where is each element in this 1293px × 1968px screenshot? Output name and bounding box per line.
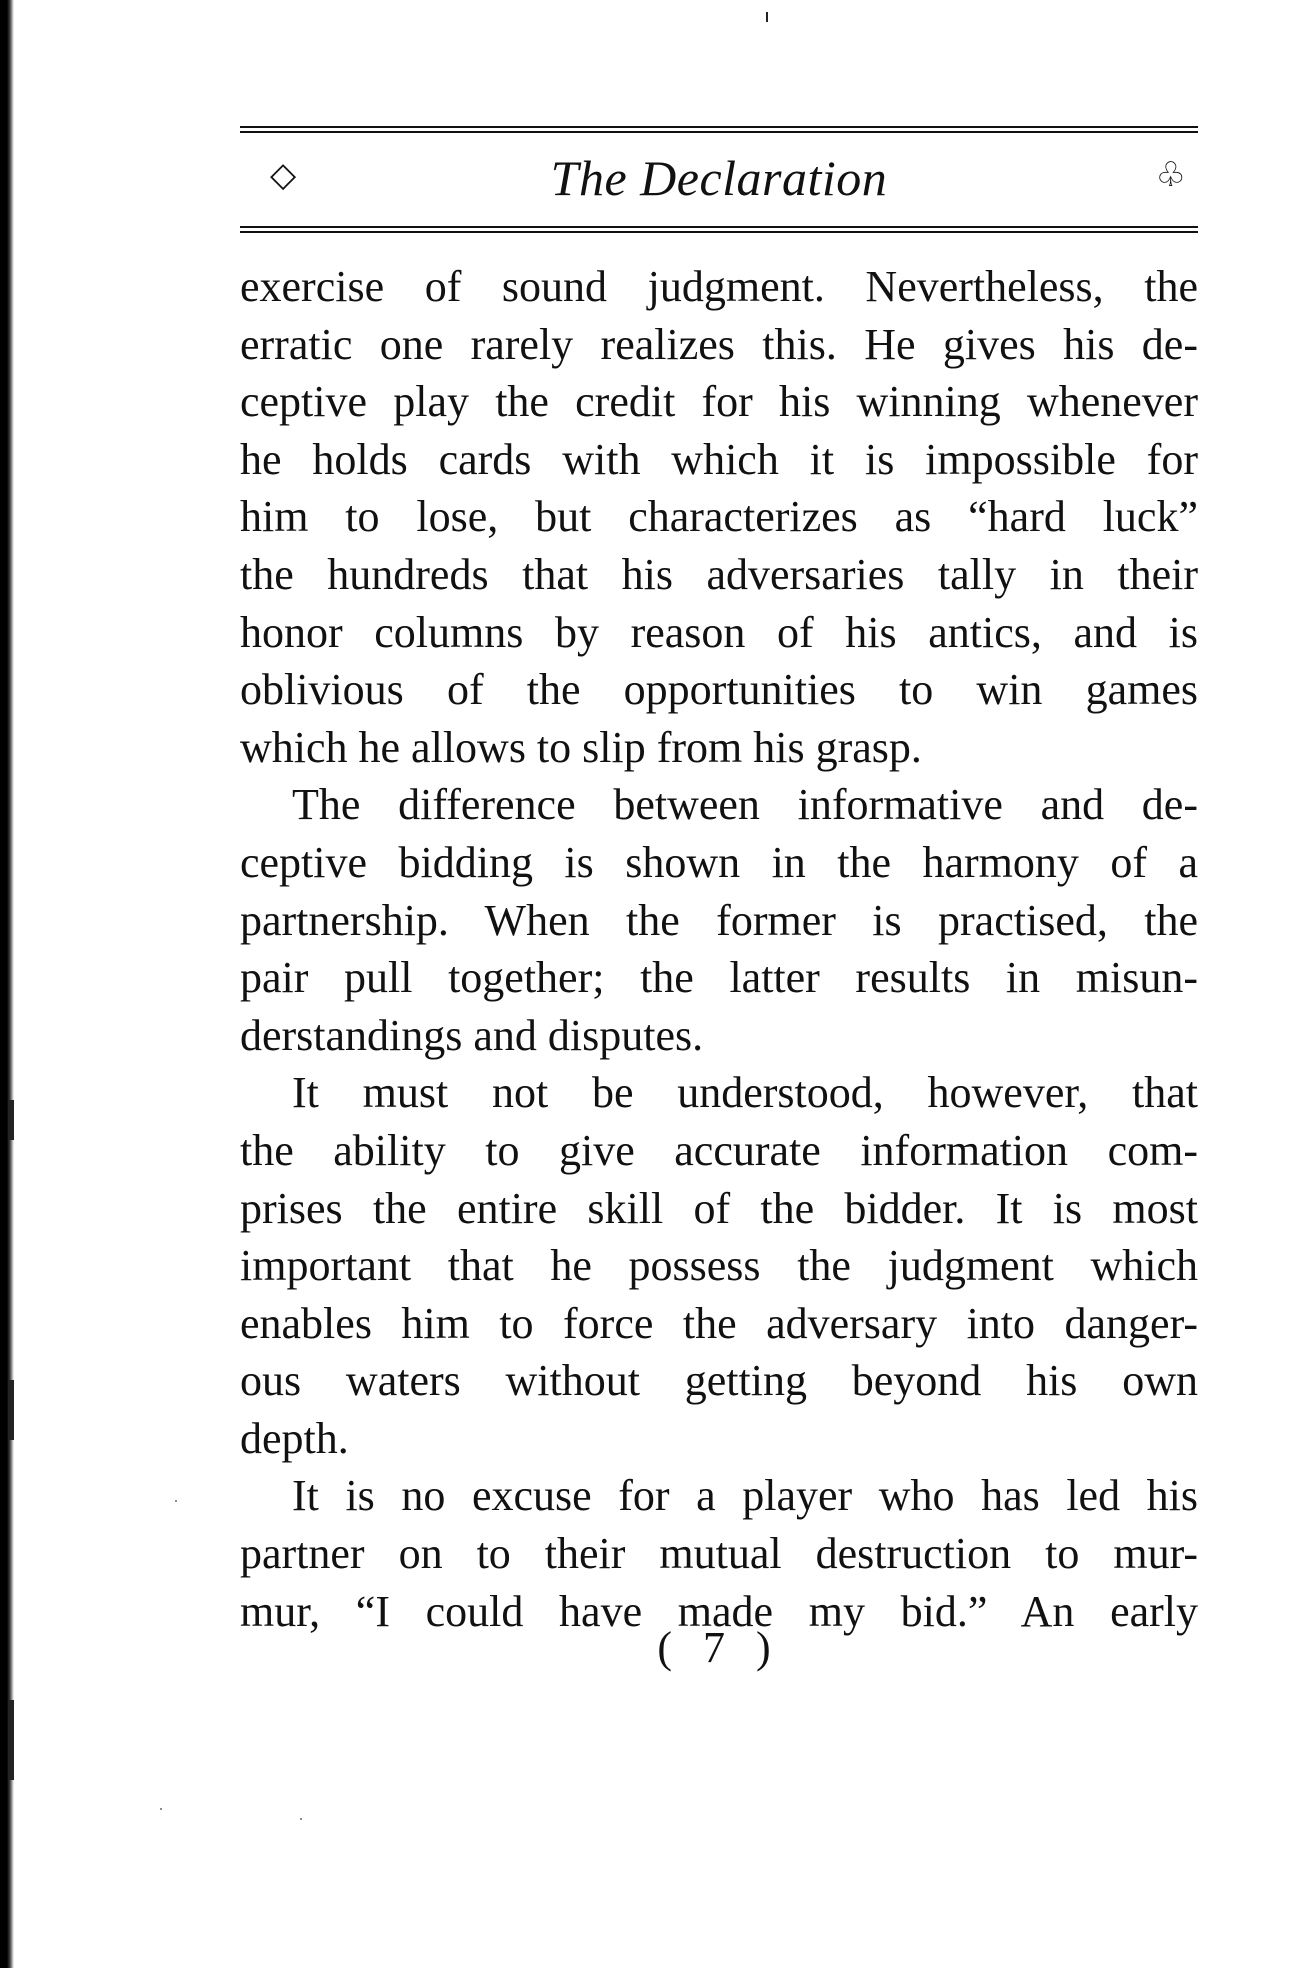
text-line: mur, “I could have made my bid.” An early: [240, 1586, 1198, 1636]
text-line: The difference between informative and de-: [292, 780, 1198, 830]
paragraph: [240, 1467, 1198, 1640]
book-spine-edge: [0, 0, 14, 1968]
page-title: The Declaration: [550, 150, 888, 206]
text-line: depth.: [240, 1413, 349, 1463]
text-line: the ability to give accurate information com-: [240, 1125, 1198, 1175]
text-line: him to lose, but characterizes as “hard luck”: [240, 492, 1198, 542]
text-line: prises the entire skill of the bidder. It is most: [240, 1183, 1198, 1233]
spine-mark: [8, 1700, 14, 1780]
scan-speck: [300, 1818, 302, 1820]
text-line: ous waters without getting beyond his own: [240, 1356, 1198, 1406]
text-line: he holds cards with which it is impossible for: [240, 434, 1198, 484]
text-line: which he allows to slip from his grasp.: [240, 722, 922, 772]
text-line: the hundreds that his adversaries tally in their: [240, 549, 1198, 599]
paragraph: [240, 1064, 1198, 1467]
spine-mark: [8, 1380, 14, 1440]
text-line: enables him to force the adversary into danger-: [240, 1298, 1198, 1348]
diamond-icon: ◇: [270, 157, 297, 194]
header-rule-bottom: [240, 226, 1198, 233]
text-line: partner on to their mutual destruction to mur-: [240, 1529, 1198, 1579]
scan-mark: [766, 12, 768, 22]
text-line: ceptive bidding is shown in the harmony of a: [240, 837, 1198, 887]
paragraph: [240, 776, 1198, 1064]
text-line: exercise of sound judgment. Nevertheless, the: [240, 262, 1198, 311]
text-line: important that he possess the judgment which: [240, 1241, 1198, 1291]
running-head: [240, 150, 1198, 210]
scan-speck: [175, 1500, 177, 1502]
spine-mark: [8, 1100, 14, 1140]
text-line: erratic one rarely realizes this. He gives his de-: [240, 319, 1198, 369]
text-line: It is no excuse for a player who has led his: [292, 1471, 1198, 1521]
body-text: [240, 258, 1198, 1640]
paragraph: [240, 258, 1198, 776]
text-line: partnership. When the former is practised, the: [240, 895, 1198, 945]
header-rule-top: [240, 126, 1198, 133]
page-number: ( 7 ): [657, 1623, 781, 1672]
scan-speck: [160, 1808, 162, 1810]
text-line: ceptive play the credit for his winning whenever: [240, 377, 1198, 427]
text-line: derstandings and disputes.: [240, 1010, 704, 1060]
text-line: pair pull together; the latter results in misun-: [240, 953, 1198, 1003]
club-icon: ♧: [1155, 157, 1186, 194]
text-line: oblivious of the opportunities to win games: [240, 665, 1198, 715]
text-line: It must not be understood, however, that: [292, 1068, 1198, 1118]
text-line: honor columns by reason of his antics, and is: [240, 607, 1198, 657]
